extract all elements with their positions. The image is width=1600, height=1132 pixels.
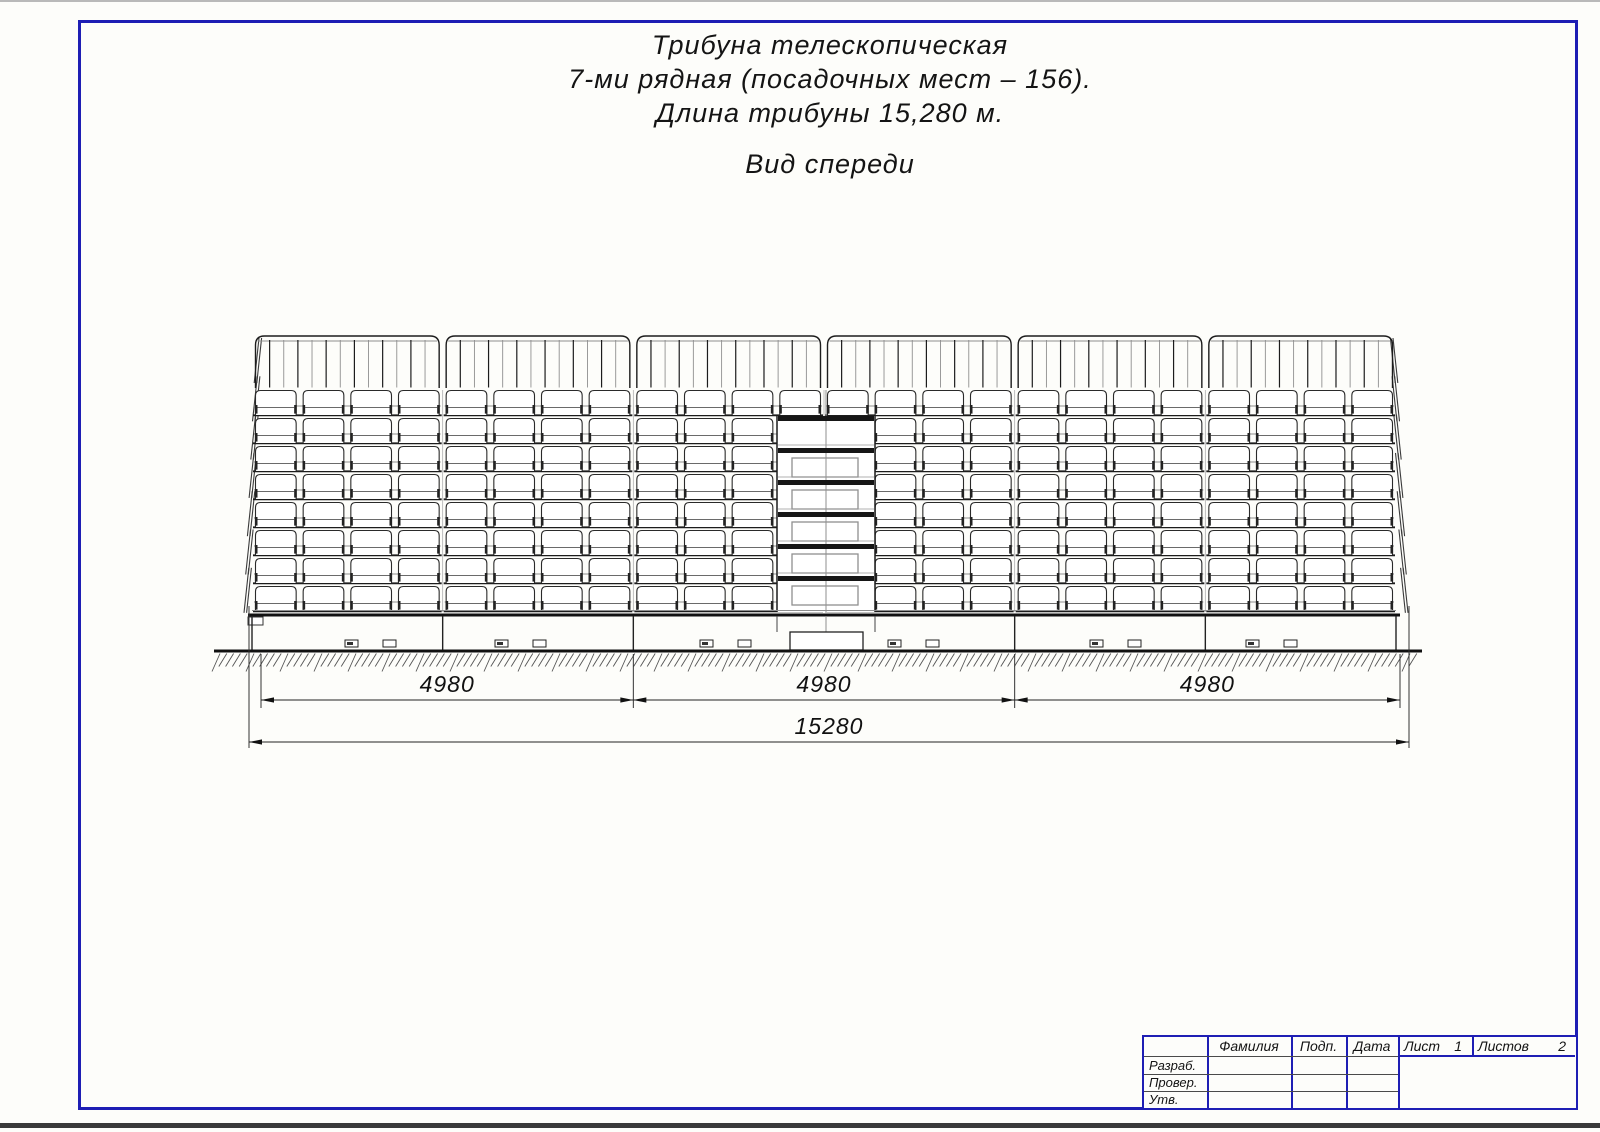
svg-text:15280: 15280	[794, 713, 864, 739]
title-line-2: 7-ми рядная (посадочных мест – 156).	[568, 64, 1092, 94]
title-block-role-checked: Провер.	[1149, 1075, 1198, 1090]
title-line-1: Трибуна телескопическая	[651, 30, 1009, 60]
title-block-name-header: Фамилия	[1219, 1038, 1279, 1054]
title-block-sheet-cell	[1398, 1037, 1472, 1056]
title-block	[1142, 1035, 1578, 1110]
sheets-total: 2	[1558, 1038, 1566, 1054]
svg-text:4980: 4980	[1179, 671, 1235, 697]
svg-text:4980: 4980	[796, 671, 852, 697]
tribune-front-view-drawing	[200, 320, 1450, 765]
title-block-role-developed: Разраб.	[1149, 1058, 1197, 1073]
view-label: Вид спереди	[745, 149, 915, 179]
title-block-sheets-cell	[1472, 1037, 1576, 1056]
sheet-number: 1	[1454, 1038, 1462, 1054]
page-edge-top	[0, 0, 1600, 2]
sheet-label: Лист	[1404, 1038, 1441, 1054]
title-block-signature-header: Подп.	[1299, 1038, 1338, 1054]
title-line-3: Длина трибуны 15,280 м.	[655, 98, 1005, 128]
page-edge-bottom	[0, 1123, 1600, 1128]
svg-text:4980: 4980	[419, 671, 475, 697]
title-block-role-approved: Утв.	[1149, 1092, 1179, 1107]
title-block-date-header: Дата	[1353, 1038, 1391, 1054]
sheets-label: Листов	[1478, 1038, 1529, 1054]
drawing-title	[330, 28, 1330, 181]
